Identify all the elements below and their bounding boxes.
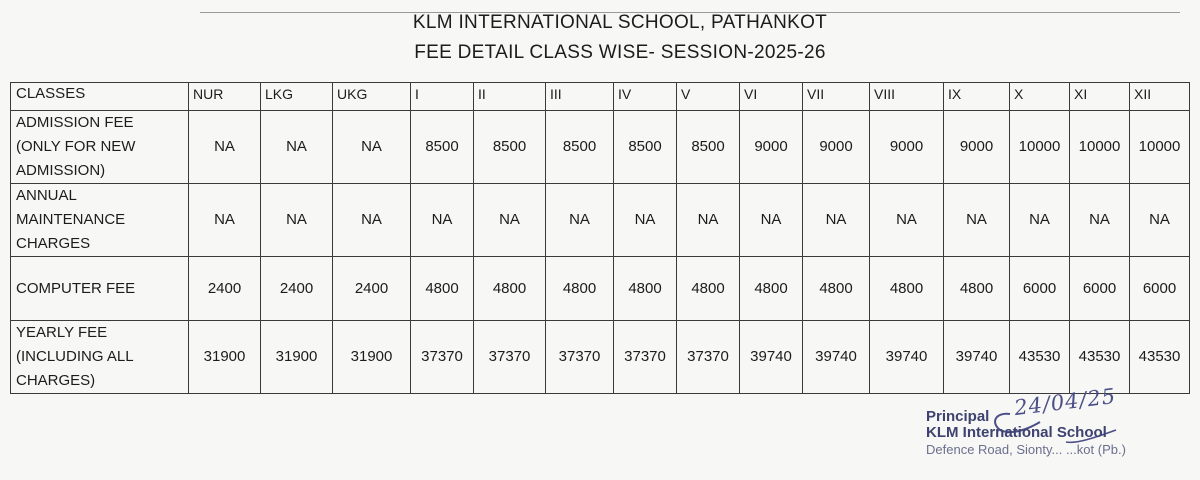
fee-amount-cell: NA bbox=[546, 184, 614, 257]
school-name: KLM INTERNATIONAL SCHOOL, PATHANKOT bbox=[412, 12, 828, 33]
fee-amount-cell: NA bbox=[189, 184, 261, 257]
class-header: NUR bbox=[189, 83, 261, 111]
class-header: VIII bbox=[870, 83, 944, 111]
fee-amount-cell: 9000 bbox=[870, 111, 944, 184]
fee-type-label-line: CHARGES bbox=[16, 235, 91, 252]
fee-amount-cell: NA bbox=[944, 184, 1010, 257]
fee-amount-cell: NA bbox=[1010, 184, 1070, 257]
fee-type-label-line: ANNUAL bbox=[16, 187, 77, 204]
fee-amount-cell: 9000 bbox=[740, 111, 803, 184]
fee-amount-cell: NA bbox=[870, 184, 944, 257]
class-header: I bbox=[411, 83, 474, 111]
fee-amount-cell: 6000 bbox=[1070, 257, 1130, 321]
fee-amount-cell: 2400 bbox=[261, 257, 333, 321]
fee-amount-cell: NA bbox=[740, 184, 803, 257]
fee-amount-cell: 39740 bbox=[944, 321, 1010, 394]
fee-amount-cell: 4800 bbox=[411, 257, 474, 321]
fee-amount-cell: 10000 bbox=[1070, 111, 1130, 184]
fee-amount-cell: 8500 bbox=[474, 111, 546, 184]
fee-amount-cell: NA bbox=[189, 111, 261, 184]
fee-amount-cell: 4800 bbox=[546, 257, 614, 321]
fee-amount-cell: 2400 bbox=[189, 257, 261, 321]
fee-amount-cell: NA bbox=[261, 111, 333, 184]
fee-amount-cell: 39740 bbox=[870, 321, 944, 394]
fee-amount-cell: 37370 bbox=[546, 321, 614, 394]
fee-amount-cell: 37370 bbox=[474, 321, 546, 394]
fee-amount-cell: 10000 bbox=[1130, 111, 1190, 184]
fee-amount-cell: 31900 bbox=[333, 321, 411, 394]
fee-amount-cell: 6000 bbox=[1010, 257, 1070, 321]
fee-type-label bbox=[11, 111, 189, 184]
fee-amount-cell: NA bbox=[474, 184, 546, 257]
fee-amount-cell: NA bbox=[614, 184, 677, 257]
fee-type-label-line: ADMISSION) bbox=[16, 162, 106, 179]
fee-type-label-line: MAINTENANCE bbox=[16, 211, 126, 228]
fee-row bbox=[11, 111, 1190, 184]
header-row bbox=[11, 83, 1190, 111]
fee-amount-cell: 43530 bbox=[1070, 321, 1130, 394]
classes-header: CLASSES bbox=[11, 83, 189, 111]
class-header: XII bbox=[1130, 83, 1190, 111]
fee-amount-cell: 10000 bbox=[1010, 111, 1070, 184]
fee-type-label bbox=[11, 321, 189, 394]
fee-amount-cell: 8500 bbox=[411, 111, 474, 184]
fee-amount-cell: NA bbox=[1070, 184, 1130, 257]
fee-amount-cell: NA bbox=[411, 184, 474, 257]
fee-type-label-line: COMPUTER FEE bbox=[16, 279, 136, 297]
class-header: X bbox=[1010, 83, 1070, 111]
class-header: IX bbox=[944, 83, 1010, 111]
fee-amount-cell: 4800 bbox=[944, 257, 1010, 321]
fee-amount-cell: 9000 bbox=[944, 111, 1010, 184]
fee-amount-cell: 4800 bbox=[740, 257, 803, 321]
fee-amount-cell: 2400 bbox=[333, 257, 411, 321]
stamp-title: Principal bbox=[926, 408, 990, 425]
fee-type-label-line: (ONLY FOR NEW bbox=[16, 138, 136, 155]
fee-type-label-line: YEARLY FEE bbox=[16, 324, 108, 341]
fee-amount-cell: 37370 bbox=[614, 321, 677, 394]
fee-amount-cell: 4800 bbox=[614, 257, 677, 321]
fee-type-label-line: (INCLUDING ALL bbox=[16, 348, 134, 365]
fee-amount-cell: 8500 bbox=[677, 111, 740, 184]
fee-row bbox=[11, 321, 1190, 394]
signature-date: 24/04/25 bbox=[1012, 383, 1118, 421]
fee-amount-cell: 31900 bbox=[261, 321, 333, 394]
fee-type-label bbox=[11, 257, 189, 321]
stamp-address: Defence Road, Sionty... ...kot (Pb.) bbox=[926, 442, 1126, 457]
class-header: LKG bbox=[261, 83, 333, 111]
fee-amount-cell: 37370 bbox=[411, 321, 474, 394]
fee-amount-cell: 4800 bbox=[474, 257, 546, 321]
fee-amount-cell: 43530 bbox=[1010, 321, 1070, 394]
fee-amount-cell: 4800 bbox=[803, 257, 870, 321]
fee-type-label-line: ADMISSION FEE bbox=[16, 114, 134, 131]
class-header: II bbox=[474, 83, 546, 111]
stamp-institution: KLM International School bbox=[926, 424, 1107, 441]
fee-amount-cell: 6000 bbox=[1130, 257, 1190, 321]
class-header: VII bbox=[803, 83, 870, 111]
class-header: UKG bbox=[333, 83, 411, 111]
fee-amount-cell: NA bbox=[677, 184, 740, 257]
fee-amount-cell: 39740 bbox=[740, 321, 803, 394]
fee-amount-cell: 4800 bbox=[870, 257, 944, 321]
fee-type-label-line: CHARGES) bbox=[16, 372, 96, 389]
fee-amount-cell: 9000 bbox=[803, 111, 870, 184]
fee-amount-cell: NA bbox=[803, 184, 870, 257]
fee-amount-cell: NA bbox=[261, 184, 333, 257]
fee-amount-cell: NA bbox=[333, 184, 411, 257]
fee-type-label bbox=[11, 184, 189, 257]
principal-stamp bbox=[926, 383, 1196, 476]
fee-table bbox=[10, 82, 1190, 394]
fee-amount-cell: 43530 bbox=[1130, 321, 1190, 394]
class-header: III bbox=[546, 83, 614, 111]
fee-amount-cell: 8500 bbox=[546, 111, 614, 184]
fee-amount-cell: 39740 bbox=[803, 321, 870, 394]
fee-amount-cell: 8500 bbox=[614, 111, 677, 184]
fee-amount-cell: NA bbox=[333, 111, 411, 184]
fee-amount-cell: 4800 bbox=[677, 257, 740, 321]
fee-row bbox=[11, 257, 1190, 321]
fee-detail-subtitle: FEE DETAIL CLASS WISE- SESSION-2025-26 bbox=[414, 42, 826, 63]
fee-amount-cell: NA bbox=[1130, 184, 1190, 257]
fee-amount-cell: 31900 bbox=[189, 321, 261, 394]
class-header: V bbox=[677, 83, 740, 111]
fee-row bbox=[11, 184, 1190, 257]
class-header: XI bbox=[1070, 83, 1130, 111]
fee-amount-cell: 37370 bbox=[677, 321, 740, 394]
class-header: VI bbox=[740, 83, 803, 111]
class-header: IV bbox=[614, 83, 677, 111]
